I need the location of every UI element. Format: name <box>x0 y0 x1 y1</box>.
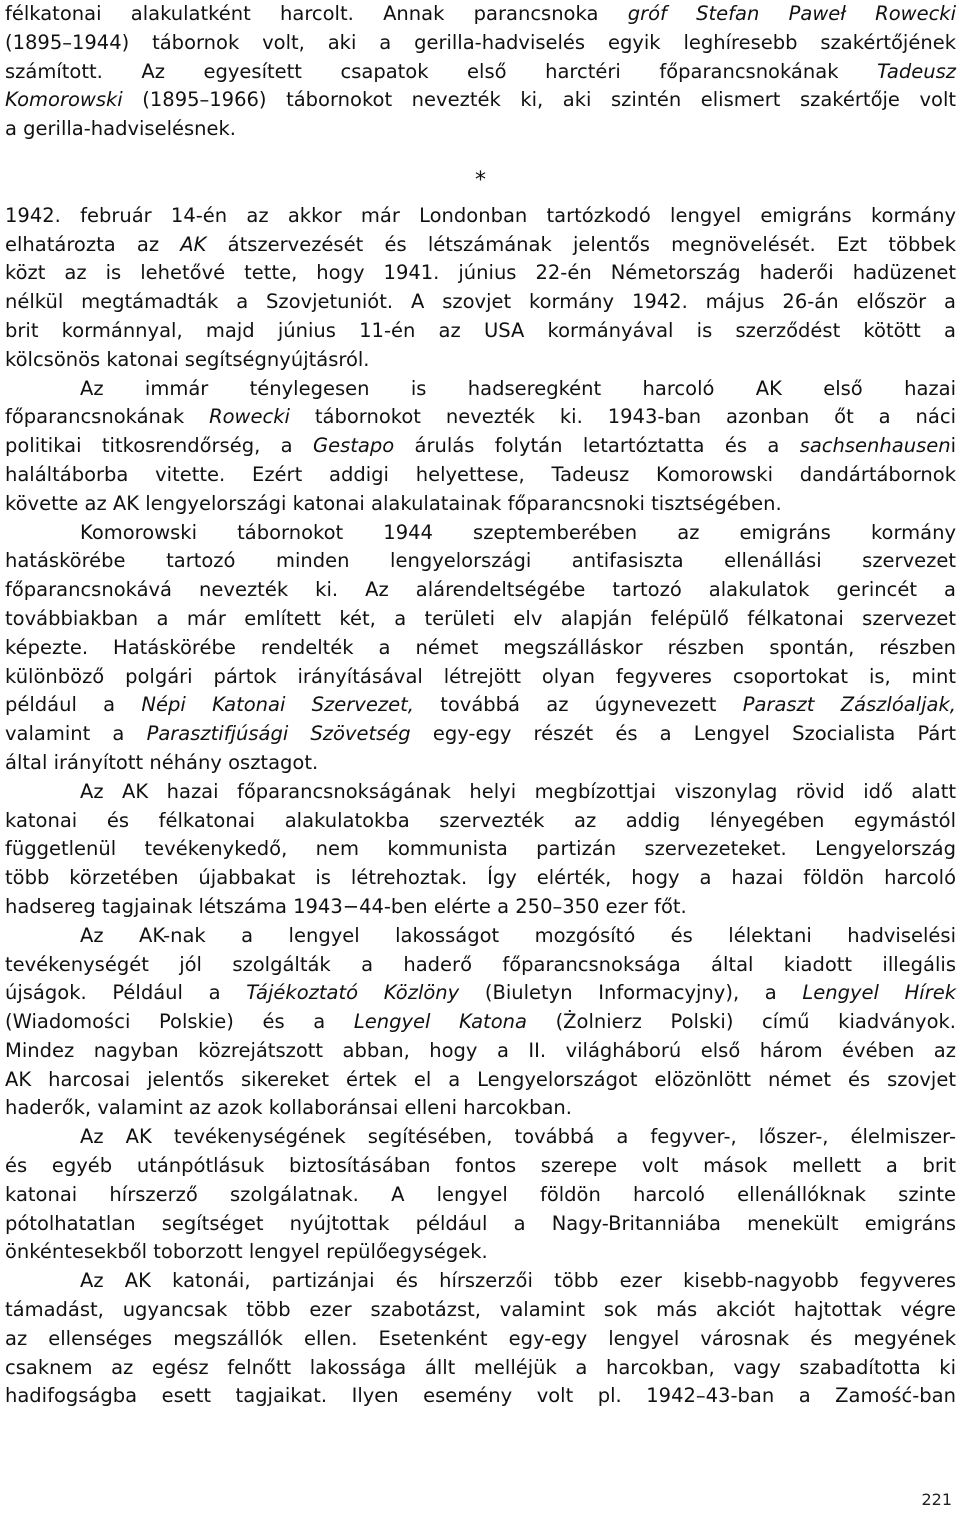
paragraph-1 <box>5 0 956 144</box>
paragraph-8 <box>5 1267 956 1411</box>
text-line: követte az AK lengyelországi katonai alakulatainak főparancsnoki tisztségében. <box>5 491 782 515</box>
text-line: különböző polgári pártok irányításával létrejött olyan fegyveres csoportokat is, mint <box>5 664 956 688</box>
text-line: több körzetében újabbakat is létrehoztak. Így elérték, hogy a hazai földön harcoló <box>5 866 956 890</box>
text-line: kölcsönös katonai segítségnyújtásról. <box>5 347 370 371</box>
text-line: számított. Az egyesített csapatok első harctéri főparancsnokának Tadeusz <box>5 59 957 83</box>
text-line: haláltáborba vitette. Ezért addigi helyettese, Tadeusz Komorowski dandártábornok <box>5 462 956 486</box>
text-line: támadást, ugyancsak több ezer szabotázst, valamint sok más akciót hajtottak végre <box>5 1298 956 1322</box>
text-line: hadifogságba esett tagjaikat. Ilyen esemény volt pl. 1942–43-ban a Zamość-ban <box>5 1384 956 1408</box>
paragraph-4 <box>5 519 956 778</box>
text-line: az ellenséges megszállók ellen. Esetenként egy-egy lengyel városnak és megyének <box>5 1326 956 1350</box>
text-line: Az AK tevékenységének segítésében, továbbá a fegyver-, lőszer-, élelmiszer- <box>80 1125 956 1149</box>
text-line: nélkül megtámadták a Szovjetuniót. A szovjet kormány 1942. május 26-án először a <box>5 290 956 314</box>
paragraph-2 <box>5 202 956 375</box>
text-line: Az immár ténylegesen is hadseregként harcoló AK első hazai <box>80 376 956 400</box>
text-line: közt az is lehetővé tette, hogy 1941. június 22-én Németország haderői hadüzenet <box>5 261 956 285</box>
text-line: (1895–1944) tábornok volt, aki a gerilla-hadviselés egyik leghíresebb szakértőjének <box>5 30 956 54</box>
paragraph-5 <box>5 778 956 922</box>
text-line: Mindez nagyban közrejátszott abban, hogy a II. világháború első három évében az <box>5 1038 956 1062</box>
text-line: hatáskörébe tartozó minden lengyelországi antifasiszta ellenállási szervezet <box>5 549 956 573</box>
text-line: Az AK-nak a lengyel lakosságot mozgósító és lélektani hadviselési <box>80 923 956 947</box>
text-line: katonai és félkatonai alakulatokba szervezték az addig lényegében egymástól <box>5 808 956 832</box>
text-line: elhatározta az AK átszervezését és létszámának jelentős megnövelését. Ezt többek <box>5 232 956 256</box>
paragraph-3 <box>5 375 956 519</box>
text-line: Az AK katonái, partizánjai és hírszerzői több ezer kisebb-nagyobb fegyveres <box>80 1269 956 1293</box>
text-line: pótolhatatlan segítséget nyújtottak például a Nagy-Britanniába menekült emigráns <box>5 1211 956 1235</box>
text-line: önkéntesekből toborzott lengyel repülőegységek. <box>5 1240 488 1264</box>
text-line: újságok. Például a Tájékoztató Közlöny (Biuletyn Informacyjny), a Lengyel Hírek <box>5 981 956 1005</box>
text-line: félkatonai alakulatként harcolt. Annak parancsnoka gróf Stefan Paweł Rowecki <box>5 2 957 25</box>
text-line: például a Népi Katonai Szervezet, továbbá az úgynevezett Paraszt Zászlóaljak, <box>5 693 956 717</box>
text-line: továbbiakban a már említett két, a területi elv alapján felépülő félkatonai szervezet <box>5 606 956 630</box>
text-line: által irányított néhány osztagot. <box>5 750 319 774</box>
section-separator: * <box>475 167 486 193</box>
paragraph-7 <box>5 1123 956 1267</box>
text-line: főparancsnokává nevezték ki. Az alárendeltségébe tartozó alakulatok gerincét a <box>5 578 956 602</box>
text-line: csaknem az egész felnőtt lakossága állt melléjük a harcokban, vagy szabadította ki <box>5 1355 956 1379</box>
text-line: képezte. Hatáskörébe rendelték a német megszálláskor részben spontán, részben <box>5 635 956 659</box>
text-line: katonai hírszerző szolgálatnak. A lengyel földön harcoló ellenállóknak szinte <box>5 1182 956 1206</box>
text-line: valamint a Parasztifjúsági Szövetség egy-egy részét és a Lengyel Szocialista Párt <box>5 722 956 746</box>
text-line: a gerilla-hadviselésnek. <box>5 117 237 141</box>
page-number: 221 <box>921 1490 952 1509</box>
text-line: haderők, valamint az azok kollaboránsai elleni harcokban. <box>5 1096 572 1120</box>
text-line: és egyéb utánpótlásuk biztosításában fontos szerepe volt mások mellett a brit <box>5 1154 956 1178</box>
text-line: (Wiadomości Polskie) és a Lengyel Katona (Żolnierz Polski) című kiadványok. <box>5 1010 957 1034</box>
text-line: AK harcosai jelentős sikereket értek el a Lengyelországot elözönlött német és szovjet <box>5 1067 956 1091</box>
document-page <box>5 0 956 1411</box>
text-line: Az AK hazai főparancsnokságának helyi megbízottjai viszonylag rövid idő alatt <box>80 779 956 803</box>
text-line: Komorowski tábornokot 1944 szeptemberében az emigráns kormány <box>80 520 956 544</box>
text-line: tevékenységét jól szolgálták a haderő főparancsnoksága által kiadott illegális <box>5 952 956 976</box>
text-line: Komorowski (1895–1966) tábornokot nevezték ki, aki szintén elismert szakértője volt <box>5 88 957 112</box>
text-line: függetlenül tevékenykedő, nem kommunista partizán szervezeteket. Lengyelország <box>5 837 956 861</box>
paragraph-6 <box>5 922 956 1124</box>
text-line: 1942. február 14-én az akkor már Londonban tartózkodó lengyel emigráns kormány <box>5 203 956 227</box>
text-line: politikai titkosrendőrség, a Gestapo árulás folytán letartóztatta és a sachsenhauseni <box>5 434 957 458</box>
text-line: brit kormánnyal, majd június 11-én az USA kormányával is szerződést kötött a <box>5 318 956 342</box>
text-line: hadsereg tagjainak létszáma 1943−44-ben elérte a 250–350 ezer főt. <box>5 894 687 918</box>
text-line: főparancsnokának Rowecki tábornokot nevezték ki. 1943-ban azonban őt a náci <box>5 405 957 429</box>
